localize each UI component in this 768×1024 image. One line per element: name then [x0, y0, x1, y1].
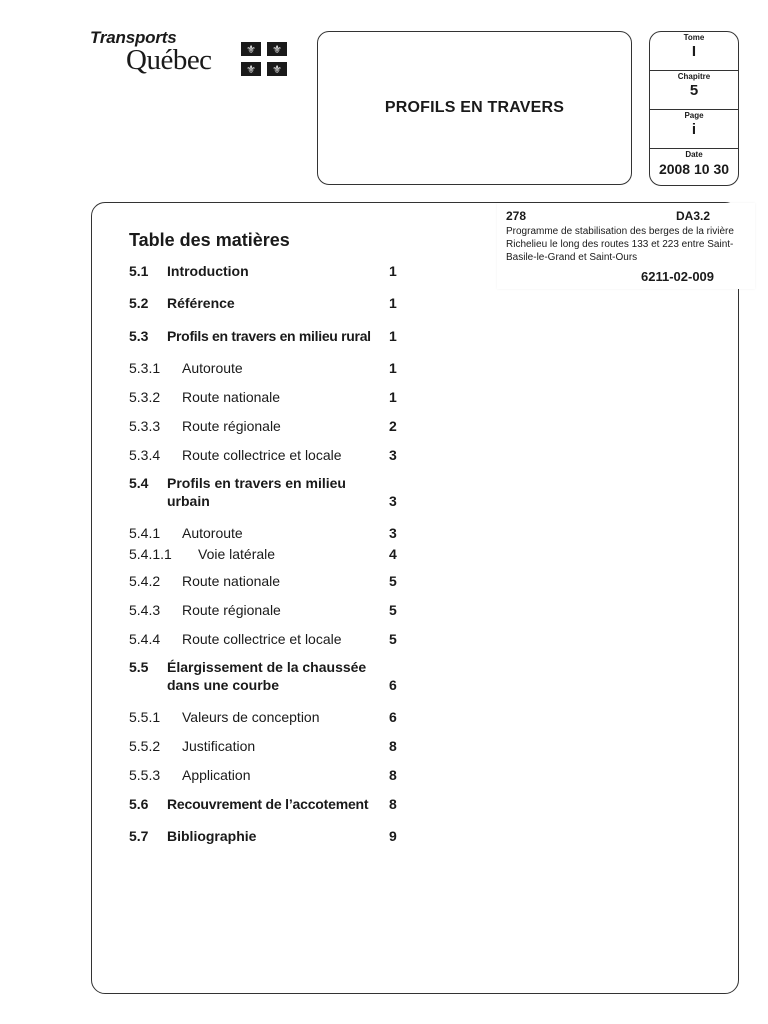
toc-entry-text: Voie latérale: [198, 546, 276, 562]
toc-entry-number: 5.4.1: [129, 525, 161, 541]
toc-entry[interactable]: [129, 658, 399, 694]
toc-entry-page: 3: [389, 493, 397, 509]
toc-entry-text: Référence: [167, 295, 235, 311]
toc-entry-text: Route nationale: [182, 389, 281, 405]
toc-entry-page: 2: [389, 418, 397, 434]
svg-text:⚜: ⚜: [272, 43, 282, 56]
stamp-reference: DA3.2: [676, 209, 711, 223]
toc-entry-page: 9: [389, 828, 397, 844]
svg-text:⚜: ⚜: [246, 43, 256, 56]
toc-entry-text: Route collectrice et locale: [182, 447, 342, 463]
toc-entry-text: Autoroute: [182, 525, 243, 541]
toc-entry-text: Élargissement de la chaussée: [167, 659, 367, 675]
toc-entry-number: 5.1: [129, 263, 149, 279]
toc-entry-number: 5.3.4: [129, 447, 161, 463]
toc-entry-page: 6: [389, 677, 397, 693]
svg-text:⚜: ⚜: [272, 63, 282, 76]
toc-entry-page: 8: [389, 738, 397, 754]
toc-entry-number: 5.5.2: [129, 738, 161, 754]
chapitre-value: 5: [689, 82, 699, 99]
toc-entry-text: Autoroute: [182, 360, 243, 376]
content-frame: [91, 202, 739, 994]
toc-entry-page: 1: [389, 360, 397, 376]
toc-entry-text-continued: urbain: [167, 493, 210, 509]
toc-entry-text-continued: dans une courbe: [167, 677, 280, 693]
toc-entry-text: Bibliographie: [167, 828, 257, 844]
toc-entry-number: 5.4.4: [129, 631, 161, 647]
stamp-number: 6211-02-009: [641, 269, 715, 284]
toc-entry-text: Route régionale: [182, 418, 281, 434]
toc-entry-text: Route régionale: [182, 602, 281, 618]
toc-entry-text: Route collectrice et locale: [182, 631, 342, 647]
toc-entry-page: 1: [389, 389, 397, 405]
toc-entry-page: 5: [389, 573, 397, 589]
toc-entry-text: Introduction: [167, 263, 249, 279]
toc-entry-page: 1: [389, 328, 397, 344]
toc-entry-page: 5: [389, 602, 397, 618]
toc-entry-text: Application: [182, 767, 251, 783]
date-cell: [650, 150, 738, 178]
logo-wordmark-top: Transports: [90, 28, 177, 47]
transports-quebec-logo: [88, 28, 298, 80]
toc-entry-number: 5.2: [129, 295, 149, 311]
toc-entry-page: 5: [389, 631, 397, 647]
toc-entry-page: 4: [389, 546, 397, 562]
toc-entry-page: 3: [389, 525, 397, 541]
info-divider: [650, 148, 738, 149]
toc-entry-number: 5.3.2: [129, 389, 161, 405]
toc-entry-text: Profils en travers en milieu: [167, 475, 346, 491]
page-value: i: [691, 121, 697, 138]
toc-entry-page: 8: [389, 767, 397, 783]
toc-entry-text: Profils en travers en milieu rural: [167, 328, 371, 344]
toc-entry-number: 5.5.1: [129, 709, 161, 725]
project-stamp: [497, 203, 755, 289]
tome-value: I: [691, 43, 697, 60]
page-cell: [650, 111, 738, 139]
toc-entry-page: 6: [389, 709, 397, 725]
toc-entry[interactable]: [129, 474, 399, 510]
chapitre-label: Chapitre: [677, 72, 711, 81]
toc-entry-number: 5.4.2: [129, 573, 161, 589]
toc-entry-number: 5.6: [129, 796, 149, 812]
toc-entry-text: Valeurs de conception: [182, 709, 320, 725]
stamp-code: 278: [506, 209, 527, 223]
svg-text:⚜: ⚜: [246, 63, 256, 76]
tome-label: Tome: [683, 33, 705, 42]
toc-entry-number: 5.5.3: [129, 767, 161, 783]
toc-entry-page: 1: [389, 263, 397, 279]
page-label: Page: [684, 111, 704, 120]
toc-entry-number: 5.4.1.1: [129, 546, 172, 562]
date-label: Date: [685, 150, 703, 159]
toc-entry-number: 5.3.3: [129, 418, 161, 434]
header-title-box: [317, 31, 632, 185]
page-title: PROFILS EN TRAVERS: [384, 99, 565, 116]
toc-entry-page: 3: [389, 447, 397, 463]
toc-entry-number: 5.4: [129, 475, 149, 491]
quebec-flag-icon: [241, 42, 287, 76]
info-divider: [650, 109, 738, 110]
chapitre-cell: [650, 72, 738, 100]
document-info-box: [649, 31, 739, 186]
toc-entry-text: Route nationale: [182, 573, 281, 589]
toc-entry-number: 5.5: [129, 659, 149, 675]
toc-entry-text: Recouvrement de l’accotement: [167, 796, 369, 812]
info-divider: [650, 70, 738, 71]
tome-cell: [650, 33, 738, 61]
logo-wordmark-main: Québec: [126, 44, 212, 76]
toc-entry-number: 5.7: [129, 828, 149, 844]
toc-entry-number: 5.3.1: [129, 360, 161, 376]
toc-entry-page: 8: [389, 796, 397, 812]
toc-entry-number: 5.3: [129, 328, 149, 344]
stamp-description: Programme de stabilisation des berges de la rivière Richelieu le long des routes 133 et 223 entre Saint-Basile-le-Grand et Saint-Ours: [506, 226, 734, 263]
toc-entry-text: Justification: [182, 738, 256, 754]
toc-entry-page: 1: [389, 295, 397, 311]
toc-title: Table des matières: [129, 230, 290, 250]
toc-entry-number: 5.4.3: [129, 602, 161, 618]
date-value: 2008 10 30: [658, 161, 730, 177]
